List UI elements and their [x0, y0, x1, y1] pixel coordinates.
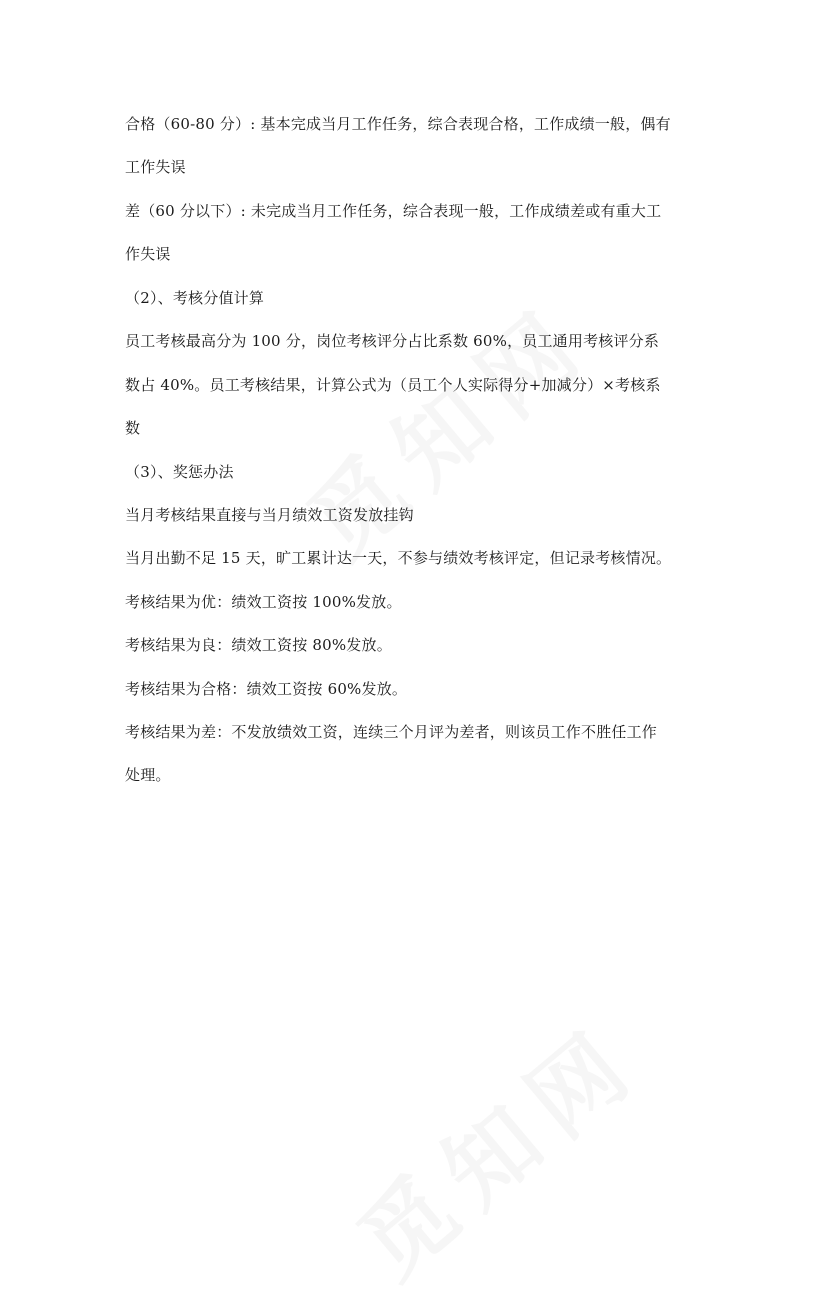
paragraph-line: 当月出勤不足 15 天，旷工累计达一天，不参与绩效考核评定，但记录考核情况。 — [125, 549, 672, 567]
paragraph-line: 员工考核最高分为 100 分，岗位考核评分占比系数 60%，员工通用考核评分系 — [125, 332, 660, 350]
paragraph-line: 作失误 — [125, 245, 171, 263]
paragraph-line: 考核结果为差：不发放绩效工资，连续三个月评为差者，则该员工作不胜任工作 — [125, 723, 658, 741]
paragraph-line: 工作失误 — [125, 158, 186, 176]
section-heading: （3）、奖惩办法 — [125, 463, 234, 481]
paragraph-line: 数 — [125, 419, 141, 437]
paragraph-line: 考核结果为合格：绩效工资按 60%发放。 — [125, 680, 408, 698]
paragraph-line: 当月考核结果直接与当月绩效工资发放挂钩 — [125, 506, 414, 524]
watermark — [326, 989, 664, 1302]
paragraph-line: 合格（60-80 分）: 基本完成当月工作任务，综合表现合格，工作成绩一般，偶有 — [125, 115, 671, 133]
paragraph-line: 处理。 — [125, 766, 171, 784]
paragraph-line: 数占 40%。员工考核结果，计算公式为（员工个人实际得分+加减分）×考核系 — [125, 376, 661, 394]
paragraph-line: 考核结果为优：绩效工资按 100%发放。 — [125, 593, 402, 611]
paragraph-line: 考核结果为良：绩效工资按 80%发放。 — [125, 636, 392, 654]
section-heading: （2）、考核分值计算 — [125, 289, 265, 307]
paragraph-line: 差（60 分以下）: 未完成当月工作任务，综合表现一般，工作成绩差或有重大工 — [125, 202, 662, 220]
